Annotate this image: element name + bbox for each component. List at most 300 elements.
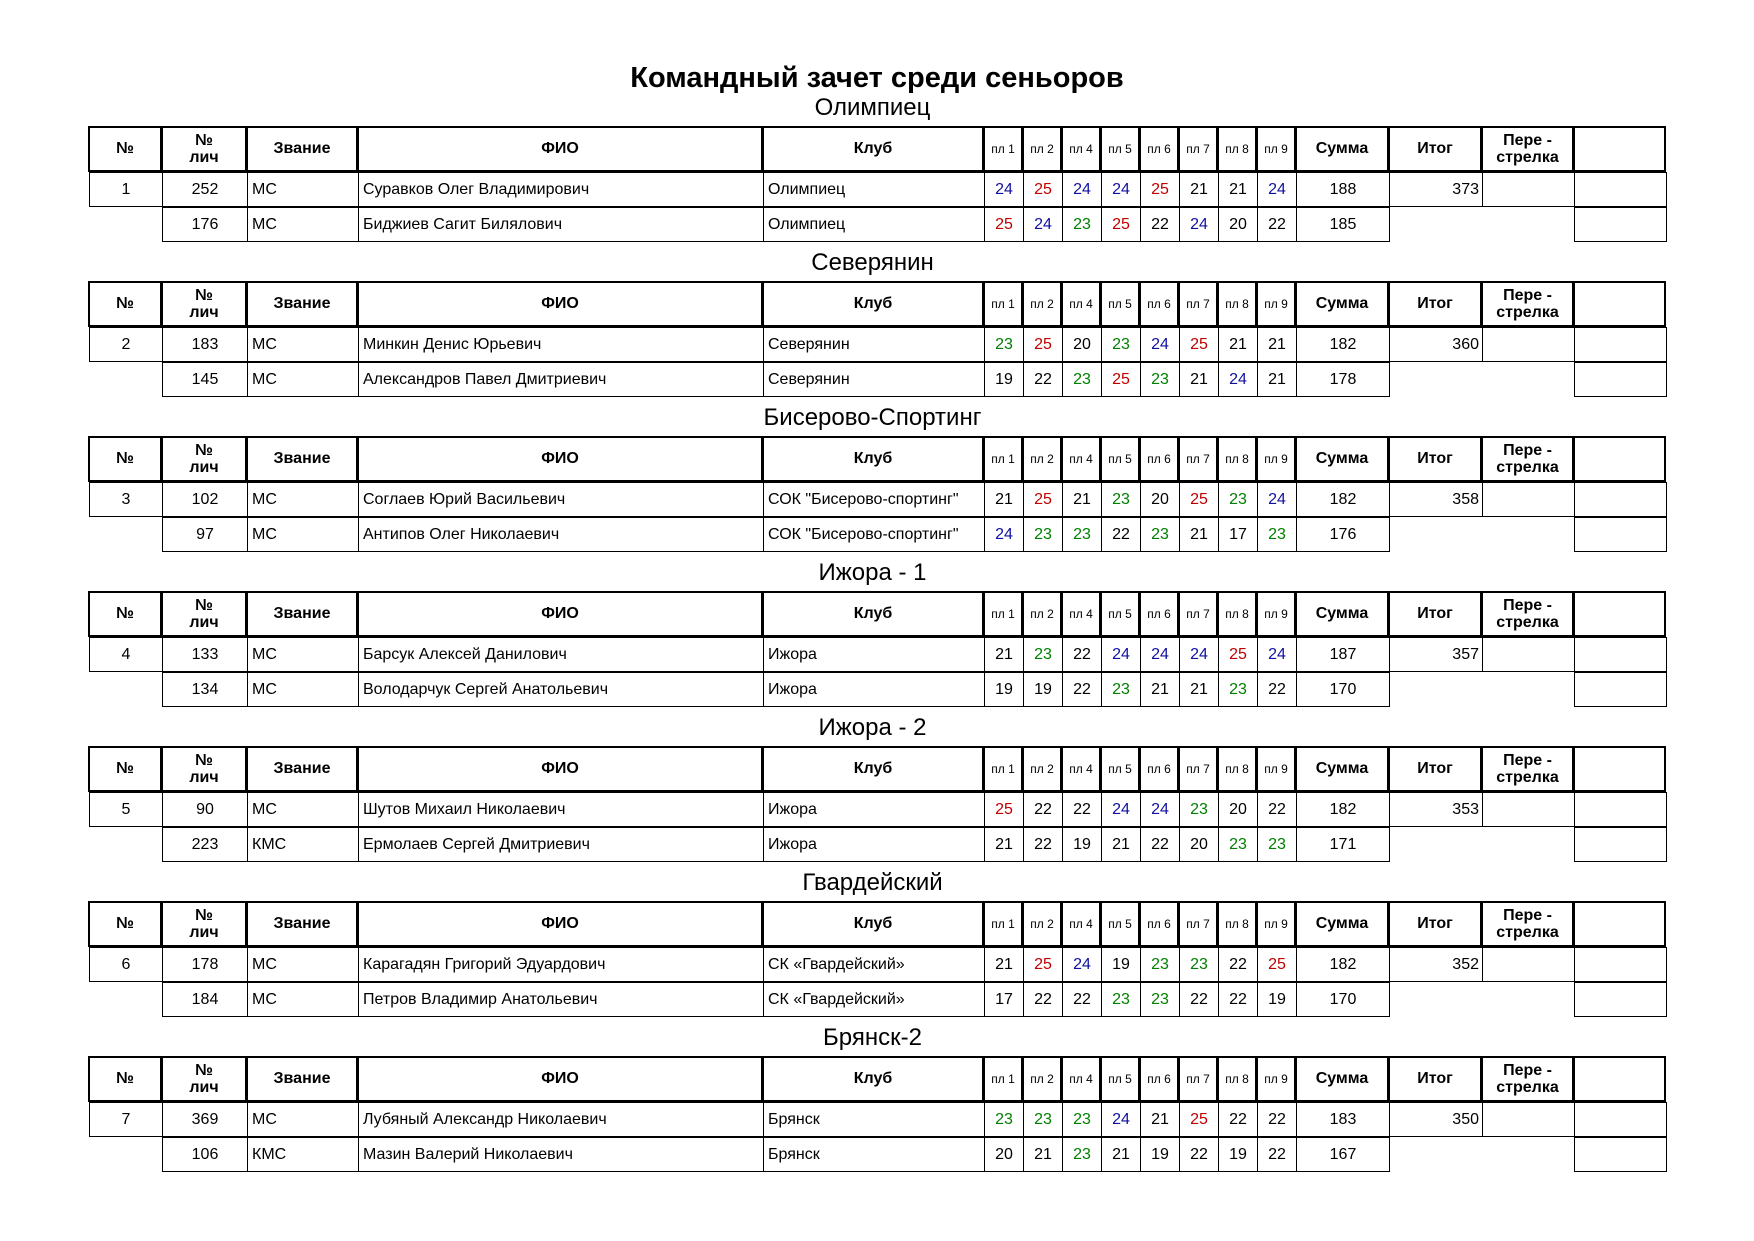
header-stand: пл 4 (1061, 281, 1101, 327)
header-stand: пл 4 (1061, 901, 1101, 947)
table-row (90, 327, 1667, 362)
name-cell: Антипов Олег Николаевич (358, 517, 764, 552)
club-cell: Северянин (763, 327, 985, 362)
score-cell: 21 (1140, 672, 1180, 707)
sum-cell: 182 (1296, 792, 1390, 827)
header-rank: Звание (246, 281, 358, 327)
header-stand: пл 8 (1217, 591, 1257, 637)
header-rank: Звание (246, 1056, 358, 1102)
team-name: Ижора - 2 (818, 714, 927, 741)
name-cell: Барсук Алексей Данилович (358, 637, 764, 672)
rank-cell: МС (247, 1102, 359, 1137)
score-cell: 24 (1179, 637, 1219, 672)
score-cell: 23 (1062, 1137, 1102, 1172)
header-stand: пл 8 (1217, 281, 1257, 327)
header-num: № (88, 901, 162, 947)
score-cell: 20 (1140, 482, 1180, 517)
score-cell (1574, 672, 1667, 707)
score-cell: 22 (1062, 982, 1102, 1017)
header-stand (1573, 436, 1666, 482)
header-stand: пл 9 (1256, 126, 1296, 172)
rank-cell: МС (247, 982, 359, 1017)
score-cell: 22 (1218, 947, 1258, 982)
score-cell: 22 (1062, 637, 1102, 672)
header-stand: пл 7 (1178, 746, 1218, 792)
header-stand: пл 2 (1022, 126, 1062, 172)
score-cell: 25 (1023, 947, 1063, 982)
score-cell: 24 (1257, 482, 1297, 517)
score-cell: 23 (1257, 827, 1297, 862)
table-header-row (90, 281, 1667, 327)
header-sum: Сумма (1295, 436, 1389, 482)
sum-cell: 167 (1296, 1137, 1390, 1172)
score-cell: 24 (1101, 792, 1141, 827)
score-cell: 25 (1179, 482, 1219, 517)
header-stand: пл 8 (1217, 901, 1257, 947)
score-cell: 24 (1257, 172, 1297, 207)
score-cell: 25 (1179, 327, 1219, 362)
header-sum: Сумма (1295, 126, 1389, 172)
score-cell: 24 (1101, 637, 1141, 672)
score-cell: 22 (1023, 792, 1063, 827)
header-num-lich (161, 746, 247, 792)
header-num-lich-line1: № (195, 752, 213, 769)
score-cell: 22 (1257, 1137, 1297, 1172)
header-num: № (88, 126, 162, 172)
table-row (90, 637, 1667, 672)
header-num-lich (161, 436, 247, 482)
header-shootoff-line1: Пере - (1503, 597, 1552, 614)
score-cell: 23 (1062, 517, 1102, 552)
team-number-cell: 6 (89, 947, 163, 982)
score-cell: 23 (1140, 362, 1180, 397)
header-total: Итог (1388, 1056, 1482, 1102)
score-cell: 22 (1179, 982, 1219, 1017)
header-total: Итог (1388, 281, 1482, 327)
rank-cell: МС (247, 207, 359, 242)
header-stand: пл 2 (1022, 436, 1062, 482)
header-fio: ФИО (357, 901, 763, 947)
score-cell: 19 (1257, 982, 1297, 1017)
header-num-lich-line1: № (195, 442, 213, 459)
header-stand: пл 5 (1100, 281, 1140, 327)
header-shootoff-line1: Пере - (1503, 132, 1552, 149)
header-stand: пл 1 (983, 436, 1023, 482)
header-sum: Сумма (1295, 591, 1389, 637)
header-stand: пл 7 (1178, 591, 1218, 637)
score-cell: 25 (984, 792, 1024, 827)
team-name: Северянин (811, 249, 934, 276)
header-shootoff-line2: стрелка (1496, 304, 1559, 321)
bib-number-cell: 90 (162, 792, 248, 827)
header-rank: Звание (246, 126, 358, 172)
header-num-lich (161, 1056, 247, 1102)
club-cell: Ижора (763, 672, 985, 707)
score-cell: 25 (1218, 637, 1258, 672)
score-cell: 25 (1179, 1102, 1219, 1137)
header-club: Клуб (762, 746, 984, 792)
name-cell: Шутов Михаил Николаевич (358, 792, 764, 827)
score-cell: 22 (1023, 362, 1063, 397)
header-num-lich-line1: № (195, 597, 213, 614)
header-num: № (88, 436, 162, 482)
header-stand: пл 9 (1256, 281, 1296, 327)
score-cell: 24 (984, 517, 1024, 552)
results-table (90, 901, 1667, 1017)
header-rank: Звание (246, 591, 358, 637)
header-total: Итог (1388, 126, 1482, 172)
bib-number-cell: 133 (162, 637, 248, 672)
header-num-lich (161, 901, 247, 947)
bib-number-cell: 184 (162, 982, 248, 1017)
score-cell: 19 (1023, 672, 1063, 707)
table-header-row (90, 126, 1667, 172)
header-num-lich-line1: № (195, 287, 213, 304)
table-header-row (90, 746, 1667, 792)
results-table (90, 126, 1667, 242)
score-cell: 24 (1179, 207, 1219, 242)
table-row (90, 672, 1667, 707)
shootoff-cell (1482, 482, 1575, 517)
score-cell: 23 (1023, 637, 1063, 672)
score-cell: 24 (1023, 207, 1063, 242)
score-cell: 22 (1062, 672, 1102, 707)
score-cell: 19 (1140, 1137, 1180, 1172)
score-cell: 22 (1023, 827, 1063, 862)
header-num-lich-line2: лич (189, 614, 219, 631)
score-cell: 24 (984, 172, 1024, 207)
header-stand: пл 7 (1178, 436, 1218, 482)
score-cell: 22 (1023, 982, 1063, 1017)
score-cell: 23 (1179, 947, 1219, 982)
score-cell: 19 (1101, 947, 1141, 982)
header-stand: пл 2 (1022, 746, 1062, 792)
sum-cell: 185 (1296, 207, 1390, 242)
header-stand: пл 4 (1061, 126, 1101, 172)
score-cell (1574, 1137, 1667, 1172)
header-stand: пл 1 (983, 281, 1023, 327)
score-cell: 25 (984, 207, 1024, 242)
score-cell: 23 (1257, 517, 1297, 552)
rank-cell: КМС (247, 827, 359, 862)
score-cell (1574, 327, 1667, 362)
score-cell: 25 (1023, 172, 1063, 207)
score-cell: 25 (1257, 947, 1297, 982)
header-shootoff-line2: стрелка (1496, 149, 1559, 166)
score-cell: 23 (1140, 517, 1180, 552)
score-cell (1574, 172, 1667, 207)
header-rank: Звание (246, 436, 358, 482)
header-fio: ФИО (357, 281, 763, 327)
header-num: № (88, 1056, 162, 1102)
score-cell: 23 (1101, 327, 1141, 362)
score-cell: 17 (1218, 517, 1258, 552)
table-header-row (90, 436, 1667, 482)
header-num: № (88, 591, 162, 637)
club-cell: СОК "Бисерово-спортинг" (763, 517, 985, 552)
table-header-row (90, 591, 1667, 637)
score-cell: 21 (1179, 172, 1219, 207)
team-total-cell: 350 (1389, 1102, 1483, 1137)
score-cell: 23 (1062, 207, 1102, 242)
team-name: Бисерово-Спортинг (763, 404, 982, 431)
team-name: Ижора - 1 (818, 559, 927, 586)
header-num-lich-line1: № (195, 132, 213, 149)
team-name: Олимпиец (814, 94, 931, 121)
score-cell: 21 (1179, 672, 1219, 707)
team-number-cell: 5 (89, 792, 163, 827)
sum-cell: 178 (1296, 362, 1390, 397)
score-cell: 24 (1140, 327, 1180, 362)
rank-cell: МС (247, 637, 359, 672)
sum-cell: 182 (1296, 327, 1390, 362)
header-fio: ФИО (357, 436, 763, 482)
shootoff-cell (1482, 172, 1575, 207)
score-cell: 24 (1101, 1102, 1141, 1137)
club-cell: Брянск (763, 1137, 985, 1172)
bib-number-cell: 97 (162, 517, 248, 552)
header-stand: пл 5 (1100, 126, 1140, 172)
score-cell: 19 (1062, 827, 1102, 862)
score-cell: 23 (1218, 482, 1258, 517)
score-cell: 23 (984, 327, 1024, 362)
score-cell: 21 (1218, 327, 1258, 362)
header-num-lich-line2: лич (189, 459, 219, 476)
club-cell: Ижора (763, 827, 985, 862)
score-cell: 22 (1062, 792, 1102, 827)
header-total: Итог (1388, 436, 1482, 482)
score-cell: 21 (1257, 362, 1297, 397)
header-total: Итог (1388, 901, 1482, 947)
results-table (90, 1056, 1667, 1172)
table-row (90, 362, 1667, 397)
shootoff-cell (1482, 327, 1575, 362)
score-cell: 23 (984, 1102, 1024, 1137)
shootoff-cell (1482, 947, 1575, 982)
header-stand (1573, 281, 1666, 327)
score-cell: 20 (1218, 207, 1258, 242)
score-cell: 19 (1218, 1137, 1258, 1172)
score-cell: 25 (1140, 172, 1180, 207)
header-rank: Звание (246, 901, 358, 947)
header-club: Клуб (762, 436, 984, 482)
header-stand: пл 8 (1217, 746, 1257, 792)
club-cell: СОК "Бисерово-спортинг" (763, 482, 985, 517)
score-cell: 21 (1179, 362, 1219, 397)
score-cell (1574, 637, 1667, 672)
header-total: Итог (1388, 591, 1482, 637)
score-cell: 19 (984, 362, 1024, 397)
score-cell: 21 (1101, 1137, 1141, 1172)
name-cell: Суравков Олег Владимирович (358, 172, 764, 207)
header-fio: ФИО (357, 746, 763, 792)
header-stand: пл 5 (1100, 901, 1140, 947)
results-table (90, 591, 1667, 707)
sum-cell: 183 (1296, 1102, 1390, 1137)
header-shootoff (1481, 436, 1574, 482)
score-cell: 22 (1257, 792, 1297, 827)
header-shootoff-line1: Пере - (1503, 442, 1552, 459)
results-table (90, 436, 1667, 552)
team-total-cell: 373 (1389, 172, 1483, 207)
score-cell: 21 (1101, 827, 1141, 862)
score-cell: 23 (1218, 672, 1258, 707)
header-shootoff (1481, 591, 1574, 637)
header-stand: пл 1 (983, 591, 1023, 637)
sum-cell: 187 (1296, 637, 1390, 672)
bib-number-cell: 369 (162, 1102, 248, 1137)
header-total: Итог (1388, 746, 1482, 792)
header-num-lich (161, 281, 247, 327)
score-cell: 20 (1179, 827, 1219, 862)
name-cell: Карагадян Григорий Эдуардович (358, 947, 764, 982)
table-row (90, 982, 1667, 1017)
header-stand: пл 6 (1139, 281, 1179, 327)
header-shootoff-line2: стрелка (1496, 769, 1559, 786)
header-stand (1573, 746, 1666, 792)
score-cell: 24 (1062, 172, 1102, 207)
name-cell: Соглаев Юрий Васильевич (358, 482, 764, 517)
header-stand: пл 9 (1256, 591, 1296, 637)
bib-number-cell: 134 (162, 672, 248, 707)
header-shootoff-line2: стрелка (1496, 614, 1559, 631)
score-cell: 23 (1101, 482, 1141, 517)
header-sum: Сумма (1295, 901, 1389, 947)
header-stand: пл 4 (1061, 436, 1101, 482)
header-stand: пл 7 (1178, 126, 1218, 172)
team-block (90, 94, 1655, 246)
bib-number-cell: 178 (162, 947, 248, 982)
score-cell (1574, 362, 1667, 397)
table-row (90, 172, 1667, 207)
header-stand: пл 9 (1256, 436, 1296, 482)
sum-cell: 176 (1296, 517, 1390, 552)
score-cell: 21 (1140, 1102, 1180, 1137)
header-club: Клуб (762, 591, 984, 637)
score-cell: 22 (1140, 827, 1180, 862)
bib-number-cell: 106 (162, 1137, 248, 1172)
table-row (90, 1102, 1667, 1137)
header-stand (1573, 1056, 1666, 1102)
header-stand: пл 9 (1256, 1056, 1296, 1102)
header-stand (1573, 901, 1666, 947)
shootoff-cell (1482, 637, 1575, 672)
header-sum: Сумма (1295, 746, 1389, 792)
sum-cell: 170 (1296, 672, 1390, 707)
team-block (90, 714, 1655, 866)
header-stand: пл 7 (1178, 281, 1218, 327)
sum-cell: 182 (1296, 482, 1390, 517)
score-cell: 21 (984, 947, 1024, 982)
team-block (90, 404, 1655, 556)
club-cell: СК «Гвардейский» (763, 982, 985, 1017)
header-stand: пл 2 (1022, 1056, 1062, 1102)
score-cell (1574, 207, 1667, 242)
header-shootoff-line1: Пере - (1503, 752, 1552, 769)
score-cell: 22 (1101, 517, 1141, 552)
score-cell: 23 (1140, 947, 1180, 982)
header-stand: пл 9 (1256, 901, 1296, 947)
header-num-lich-line1: № (195, 1062, 213, 1079)
header-stand: пл 8 (1217, 436, 1257, 482)
score-cell (1574, 517, 1667, 552)
bib-number-cell: 145 (162, 362, 248, 397)
header-fio: ФИО (357, 126, 763, 172)
score-cell (1574, 1102, 1667, 1137)
header-stand: пл 1 (983, 746, 1023, 792)
header-stand: пл 1 (983, 1056, 1023, 1102)
table-header-row (90, 901, 1667, 947)
sum-cell: 171 (1296, 827, 1390, 862)
bib-number-cell: 102 (162, 482, 248, 517)
shootoff-cell (1482, 792, 1575, 827)
name-cell: Александров Павел Дмитриевич (358, 362, 764, 397)
sum-cell: 188 (1296, 172, 1390, 207)
bib-number-cell: 183 (162, 327, 248, 362)
name-cell: Лубяный Александр Николаевич (358, 1102, 764, 1137)
score-cell: 25 (1101, 362, 1141, 397)
table-row (90, 947, 1667, 982)
header-shootoff (1481, 901, 1574, 947)
name-cell: Володарчук Сергей Анатольевич (358, 672, 764, 707)
score-cell: 23 (1062, 1102, 1102, 1137)
table-row (90, 792, 1667, 827)
sum-cell: 170 (1296, 982, 1390, 1017)
rank-cell: МС (247, 482, 359, 517)
club-cell: Брянск (763, 1102, 985, 1137)
header-stand: пл 6 (1139, 126, 1179, 172)
rank-cell: МС (247, 947, 359, 982)
rank-cell: МС (247, 327, 359, 362)
score-cell: 22 (1218, 982, 1258, 1017)
results-table (90, 746, 1667, 862)
header-stand (1573, 591, 1666, 637)
header-club: Клуб (762, 1056, 984, 1102)
header-stand: пл 7 (1178, 1056, 1218, 1102)
header-shootoff (1481, 746, 1574, 792)
header-stand: пл 4 (1061, 1056, 1101, 1102)
score-cell: 20 (1218, 792, 1258, 827)
score-cell: 23 (1101, 672, 1141, 707)
score-cell: 23 (1101, 982, 1141, 1017)
header-shootoff-line1: Пере - (1503, 907, 1552, 924)
score-cell: 20 (1062, 327, 1102, 362)
score-cell: 23 (1140, 982, 1180, 1017)
header-sum: Сумма (1295, 1056, 1389, 1102)
score-cell: 23 (1023, 517, 1063, 552)
header-stand: пл 5 (1100, 591, 1140, 637)
header-stand: пл 2 (1022, 901, 1062, 947)
score-cell: 21 (984, 482, 1024, 517)
score-cell: 24 (1101, 172, 1141, 207)
team-block (90, 559, 1655, 711)
team-total-cell: 360 (1389, 327, 1483, 362)
header-stand (1573, 126, 1666, 172)
header-stand: пл 2 (1022, 591, 1062, 637)
header-stand: пл 7 (1178, 901, 1218, 947)
score-cell: 21 (1062, 482, 1102, 517)
header-stand: пл 4 (1061, 746, 1101, 792)
score-cell: 23 (1023, 1102, 1063, 1137)
score-cell: 24 (1140, 792, 1180, 827)
score-cell: 21 (1023, 1137, 1063, 1172)
name-cell: Мазин Валерий Николаевич (358, 1137, 764, 1172)
score-cell: 21 (984, 637, 1024, 672)
score-cell: 19 (984, 672, 1024, 707)
header-fio: ФИО (357, 1056, 763, 1102)
header-stand: пл 6 (1139, 591, 1179, 637)
header-shootoff-line2: стрелка (1496, 459, 1559, 476)
